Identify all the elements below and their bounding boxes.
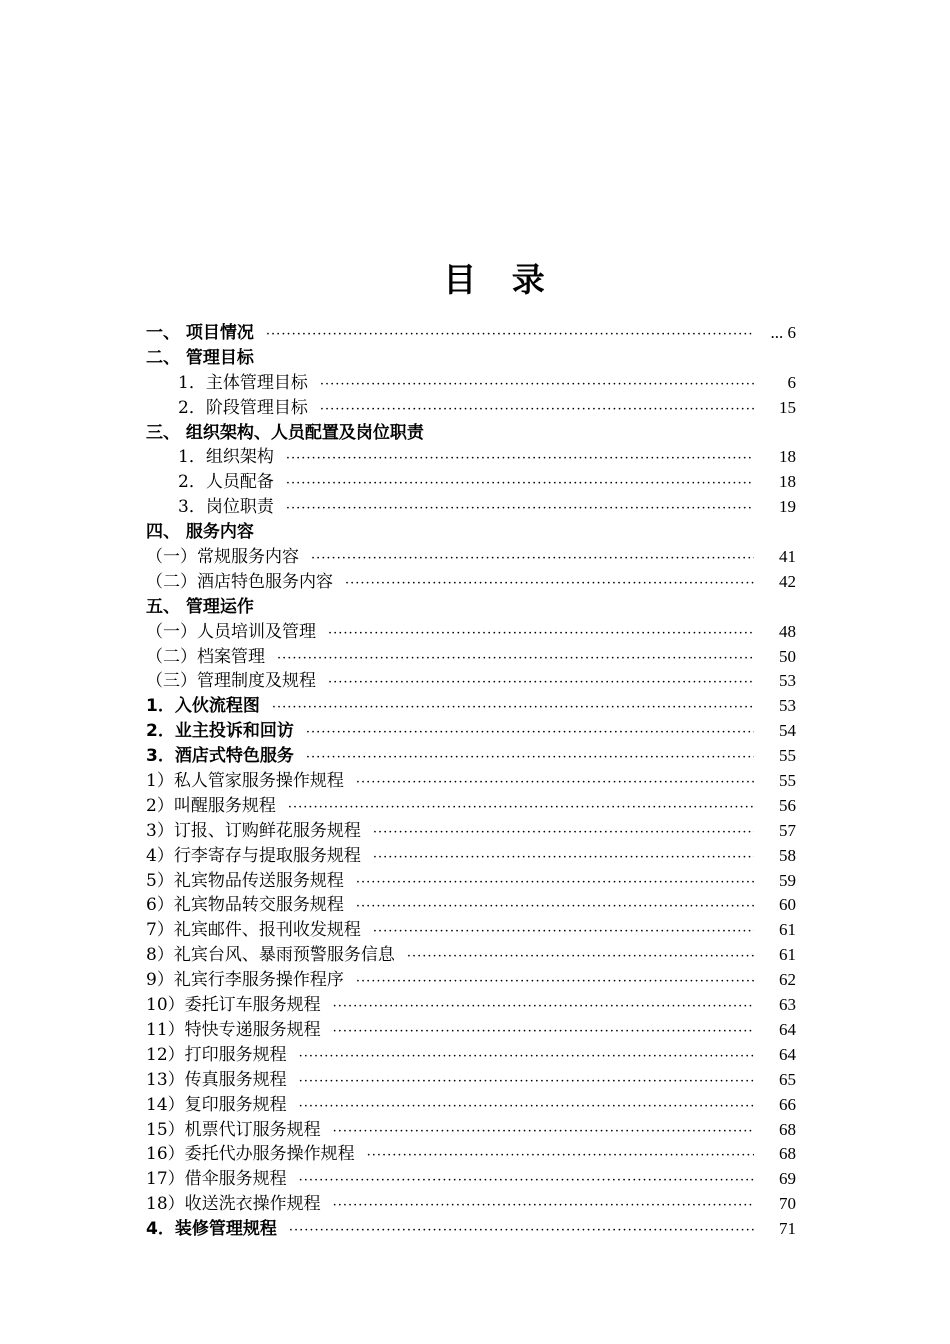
toc-title: 目 录 [443, 260, 557, 299]
toc-entry-label: 1．主体管理目标 [178, 372, 308, 393]
toc-entry-label: 2．业主投诉和回访 [146, 721, 294, 742]
dot-leader [311, 547, 754, 572]
toc-entry[interactable] [146, 1217, 796, 1242]
toc-entry[interactable] [146, 495, 796, 520]
toc-entry-label: 2．阶段管理目标 [178, 397, 308, 418]
toc-entry[interactable] [146, 844, 796, 869]
toc-page-number: 64 [779, 1019, 796, 1039]
toc-entry-label: （二）酒店特色服务内容 [146, 571, 333, 592]
toc-page-number: 64 [779, 1044, 796, 1064]
dot-leader [266, 323, 754, 348]
toc-page-number: 63 [779, 995, 796, 1015]
toc-entry-label: 9）礼宾行李服务操作程序 [146, 970, 344, 991]
dot-leader [333, 995, 754, 1020]
toc-entry-label: 13）传真服务规程 [146, 1069, 287, 1090]
toc-entry-label: 16）委托代办服务操作规程 [146, 1144, 355, 1165]
toc-entry[interactable] [146, 669, 796, 694]
dot-leader [272, 696, 754, 721]
dot-leader [407, 945, 754, 970]
toc-entry-label: 15）机票代订服务规程 [146, 1119, 321, 1140]
toc-entry[interactable] [146, 1192, 796, 1217]
dot-leader [328, 671, 754, 696]
toc-page-number: 69 [779, 1169, 796, 1189]
toc-entry-label: 7）礼宾邮件、报刊收发规程 [146, 920, 361, 941]
toc-entry-label: 3）订报、订购鲜花服务规程 [146, 820, 361, 841]
dot-leader [286, 472, 754, 497]
toc-entry[interactable] [146, 645, 796, 670]
toc-entry[interactable] [146, 769, 796, 794]
dot-leader [299, 1169, 754, 1194]
toc-entry-label: 12）打印服务规程 [146, 1044, 287, 1065]
dot-leader [356, 771, 754, 796]
toc-page-number: 41 [779, 547, 796, 567]
toc-page-number: 54 [779, 721, 796, 741]
toc-entry-label: 三、 组织架构、人员配置及岗位职责 [146, 422, 424, 443]
toc-entry-label: 3．酒店式特色服务 [146, 746, 294, 767]
toc-entry-label: 四、 服务内容 [146, 522, 254, 543]
toc-entry-label: 17）借伞服务规程 [146, 1169, 287, 1190]
dot-leader [299, 1045, 754, 1070]
toc-entry[interactable] [146, 893, 796, 918]
toc-entry-label: 2）叫醒服务规程 [146, 795, 276, 816]
dot-leader [320, 398, 754, 423]
dot-leader [356, 970, 754, 995]
dot-leader [306, 746, 754, 771]
toc-entry-label: 11）特快专递服务规程 [146, 1019, 321, 1040]
dot-leader [356, 895, 754, 920]
toc-page-number: 18 [779, 472, 796, 492]
toc-entry-label: 2．人员配备 [178, 472, 274, 493]
toc-entry-label: 二、 管理目标 [146, 347, 254, 368]
toc-page-number: 55 [779, 746, 796, 766]
toc-entry[interactable] [146, 993, 796, 1018]
toc-page-number: 61 [779, 945, 796, 965]
toc-entry[interactable] [146, 371, 796, 396]
toc-page-number: 53 [779, 671, 796, 691]
toc-page-number: 70 [779, 1194, 796, 1214]
toc-page-number: 62 [779, 970, 796, 990]
toc-page-number: 57 [779, 820, 796, 840]
toc-entry-label: 18）收送洗衣操作规程 [146, 1194, 321, 1215]
toc-page-number: 59 [779, 870, 796, 890]
toc-entry[interactable] [146, 620, 796, 645]
dot-leader [289, 1219, 754, 1244]
toc-entry[interactable] [146, 545, 796, 570]
toc-page-number: 15 [779, 397, 796, 417]
toc-entry[interactable] [146, 570, 796, 595]
dot-leader [286, 497, 754, 522]
dot-leader [373, 846, 754, 871]
toc-entry-label: 1．组织架构 [178, 447, 274, 468]
toc-entry[interactable] [146, 1167, 796, 1192]
toc-page-number: 60 [779, 895, 796, 915]
toc-entry[interactable] [146, 396, 796, 421]
toc-page-number: 18 [779, 447, 796, 467]
dot-leader [299, 1095, 754, 1120]
toc-entry-label: 6）礼宾物品转交服务规程 [146, 895, 344, 916]
toc-entry[interactable] [146, 1142, 796, 1167]
toc-page-number: 71 [779, 1219, 796, 1239]
toc-entry-label: 1）私人管家服务操作规程 [146, 771, 344, 792]
toc-entry[interactable] [146, 1043, 796, 1068]
toc-page-number: 42 [779, 571, 796, 591]
toc-entry[interactable] [146, 1093, 796, 1118]
toc-page-number: 50 [779, 646, 796, 666]
dot-leader [356, 871, 754, 896]
toc-page-number: 65 [779, 1069, 796, 1089]
toc-entry[interactable] [146, 968, 796, 993]
toc-entry-label: 8）礼宾台风、暴雨预警服务信息 [146, 945, 395, 966]
toc-entry-label: 4．装修管理规程 [146, 1219, 277, 1240]
dot-leader [333, 1020, 754, 1045]
toc-page-number: 61 [779, 920, 796, 940]
dot-leader [345, 572, 754, 597]
toc-page-number: ... 6 [770, 323, 796, 342]
toc-page-number: 53 [779, 696, 796, 716]
toc-page-number: 66 [779, 1094, 796, 1114]
toc-entry[interactable] [146, 869, 796, 894]
toc-entry[interactable] [146, 794, 796, 819]
toc-entry-label: 1．入伙流程图 [146, 696, 260, 717]
dot-leader [286, 447, 754, 472]
toc-entry-label: 一、 项目情况 [146, 323, 254, 343]
toc-entry-label: （三）管理制度及规程 [146, 671, 316, 692]
toc-entry[interactable] [146, 744, 796, 769]
dot-leader [328, 622, 754, 647]
toc-section-heading[interactable] [146, 421, 796, 446]
toc-page-number: 58 [779, 845, 796, 865]
toc-page-number: 68 [779, 1144, 796, 1164]
dot-leader [373, 920, 754, 945]
toc-entry-label: 5）礼宾物品传送服务规程 [146, 870, 344, 891]
toc-section-heading[interactable] [146, 595, 796, 620]
toc-entry-label: （一）常规服务内容 [146, 547, 299, 568]
dot-leader [306, 721, 754, 746]
dot-leader [367, 1144, 754, 1169]
table-of-contents [146, 321, 796, 1242]
dot-leader [320, 373, 754, 398]
toc-entry-label: 五、 管理运作 [146, 596, 254, 617]
toc-entry[interactable] [146, 694, 796, 719]
dot-leader [288, 796, 754, 821]
toc-entry[interactable] [146, 819, 796, 844]
toc-section-heading[interactable] [146, 520, 796, 545]
toc-page-number: 56 [779, 795, 796, 815]
dot-leader [277, 647, 754, 672]
toc-entry[interactable] [146, 445, 796, 470]
toc-entry-label: （二）档案管理 [146, 646, 265, 667]
dot-leader [299, 1070, 754, 1095]
toc-entry[interactable] [146, 321, 796, 346]
toc-entry[interactable] [146, 470, 796, 495]
toc-page-number: 19 [779, 497, 796, 517]
dot-leader [373, 821, 754, 846]
toc-entry[interactable] [146, 1118, 796, 1143]
toc-entry-label: （一）人员培训及管理 [146, 621, 316, 642]
toc-entry[interactable] [146, 943, 796, 968]
toc-entry[interactable] [146, 918, 796, 943]
toc-entry[interactable] [146, 1068, 796, 1093]
toc-page-number: 6 [787, 372, 796, 392]
toc-page-number: 55 [779, 771, 796, 791]
toc-page-number: 48 [779, 621, 796, 641]
toc-entry-label: 4）行李寄存与提取服务规程 [146, 845, 361, 866]
toc-entry[interactable] [146, 1018, 796, 1043]
toc-entry[interactable] [146, 719, 796, 744]
toc-page-number: 68 [779, 1119, 796, 1139]
dot-leader [333, 1120, 754, 1145]
toc-entry-label: 10）委托订车服务规程 [146, 995, 321, 1016]
toc-section-heading[interactable] [146, 346, 796, 371]
toc-entry-label: 3．岗位职责 [178, 497, 274, 518]
dot-leader [333, 1194, 754, 1219]
toc-entry-label: 14）复印服务规程 [146, 1094, 287, 1115]
